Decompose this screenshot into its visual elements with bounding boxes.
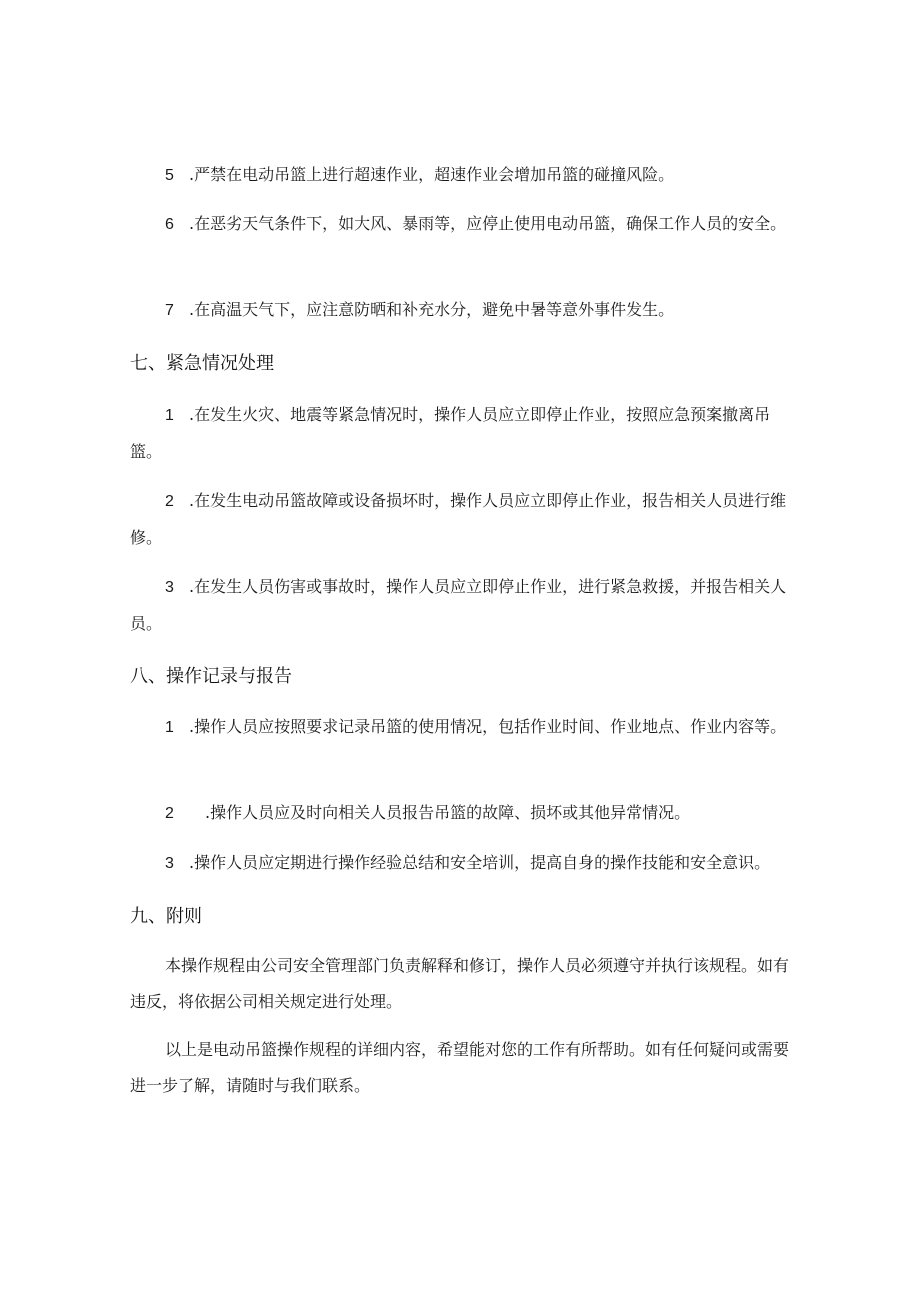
- list-item: [130, 569, 795, 642]
- item-number: 3: [165, 579, 174, 596]
- item-number: 2: [165, 805, 174, 822]
- body-paragraph: [130, 948, 795, 1020]
- section-heading: 九、附则: [130, 906, 202, 927]
- item-number: 5: [165, 167, 174, 184]
- item-text: .操作人员应及时向相关人员报告吊篮的故障、损坏或其他异常情况。: [205, 803, 691, 822]
- item-number: 7: [165, 302, 174, 319]
- list-item: [130, 845, 795, 882]
- list-item: [130, 483, 795, 556]
- item-text: .严禁在电动吊篮上进行超速作业，超速作业会增加吊篮的碰撞风险。: [189, 165, 675, 184]
- section-heading: 八、操作记录与报告: [130, 666, 292, 687]
- item-number: 1: [165, 719, 174, 736]
- item-text: .在发生电动吊篮故障或设备损坏时，操作人员应立即停止作业，报告相关人员进行维修。: [130, 491, 787, 547]
- item-number: 6: [165, 216, 174, 233]
- list-item: [130, 206, 795, 243]
- item-text: .操作人员应按照要求记录吊篮的使用情况，包括作业时间、作业地点、作业内容等。: [189, 717, 787, 736]
- item-number: 1: [165, 407, 174, 424]
- item-text: .在发生人员伤害或事故时，操作人员应立即停止作业，进行紧急救援，并报告相关人员。: [130, 577, 787, 633]
- list-item: [130, 292, 795, 329]
- paragraph-text: 本操作规程由公司安全管理部门负责解释和修订，操作人员必须遵守并执行该规程。如有违反，将依据公司相关规定进行处理。: [130, 956, 790, 1011]
- item-number: 2: [165, 493, 174, 510]
- closing-paragraph: [130, 1032, 790, 1104]
- list-item: [130, 397, 795, 470]
- item-number: 3: [165, 855, 174, 872]
- item-text: .在发生火灾、地震等紧急情况时，操作人员应立即停止作业，按照应急预案撤离吊篮。: [130, 405, 771, 461]
- list-item: [130, 709, 795, 746]
- section-heading: 七、紧急情况处理: [130, 353, 274, 374]
- paragraph-text: 以上是电动吊篮操作规程的详细内容，希望能对您的工作有所帮助。如有任何疑问或需要进一步了解，请随时与我们联系。: [130, 1040, 790, 1095]
- item-text: .操作人员应定期进行操作经验总结和安全培训，提高自身的操作技能和安全意识。: [189, 853, 771, 872]
- list-item: [130, 157, 795, 194]
- item-text: .在高温天气下，应注意防晒和补充水分，避免中暑等意外事件发生。: [189, 300, 675, 319]
- list-item: [130, 795, 795, 832]
- item-text: .在恶劣天气条件下，如大风、暴雨等，应停止使用电动吊篮，确保工作人员的安全。: [189, 214, 787, 233]
